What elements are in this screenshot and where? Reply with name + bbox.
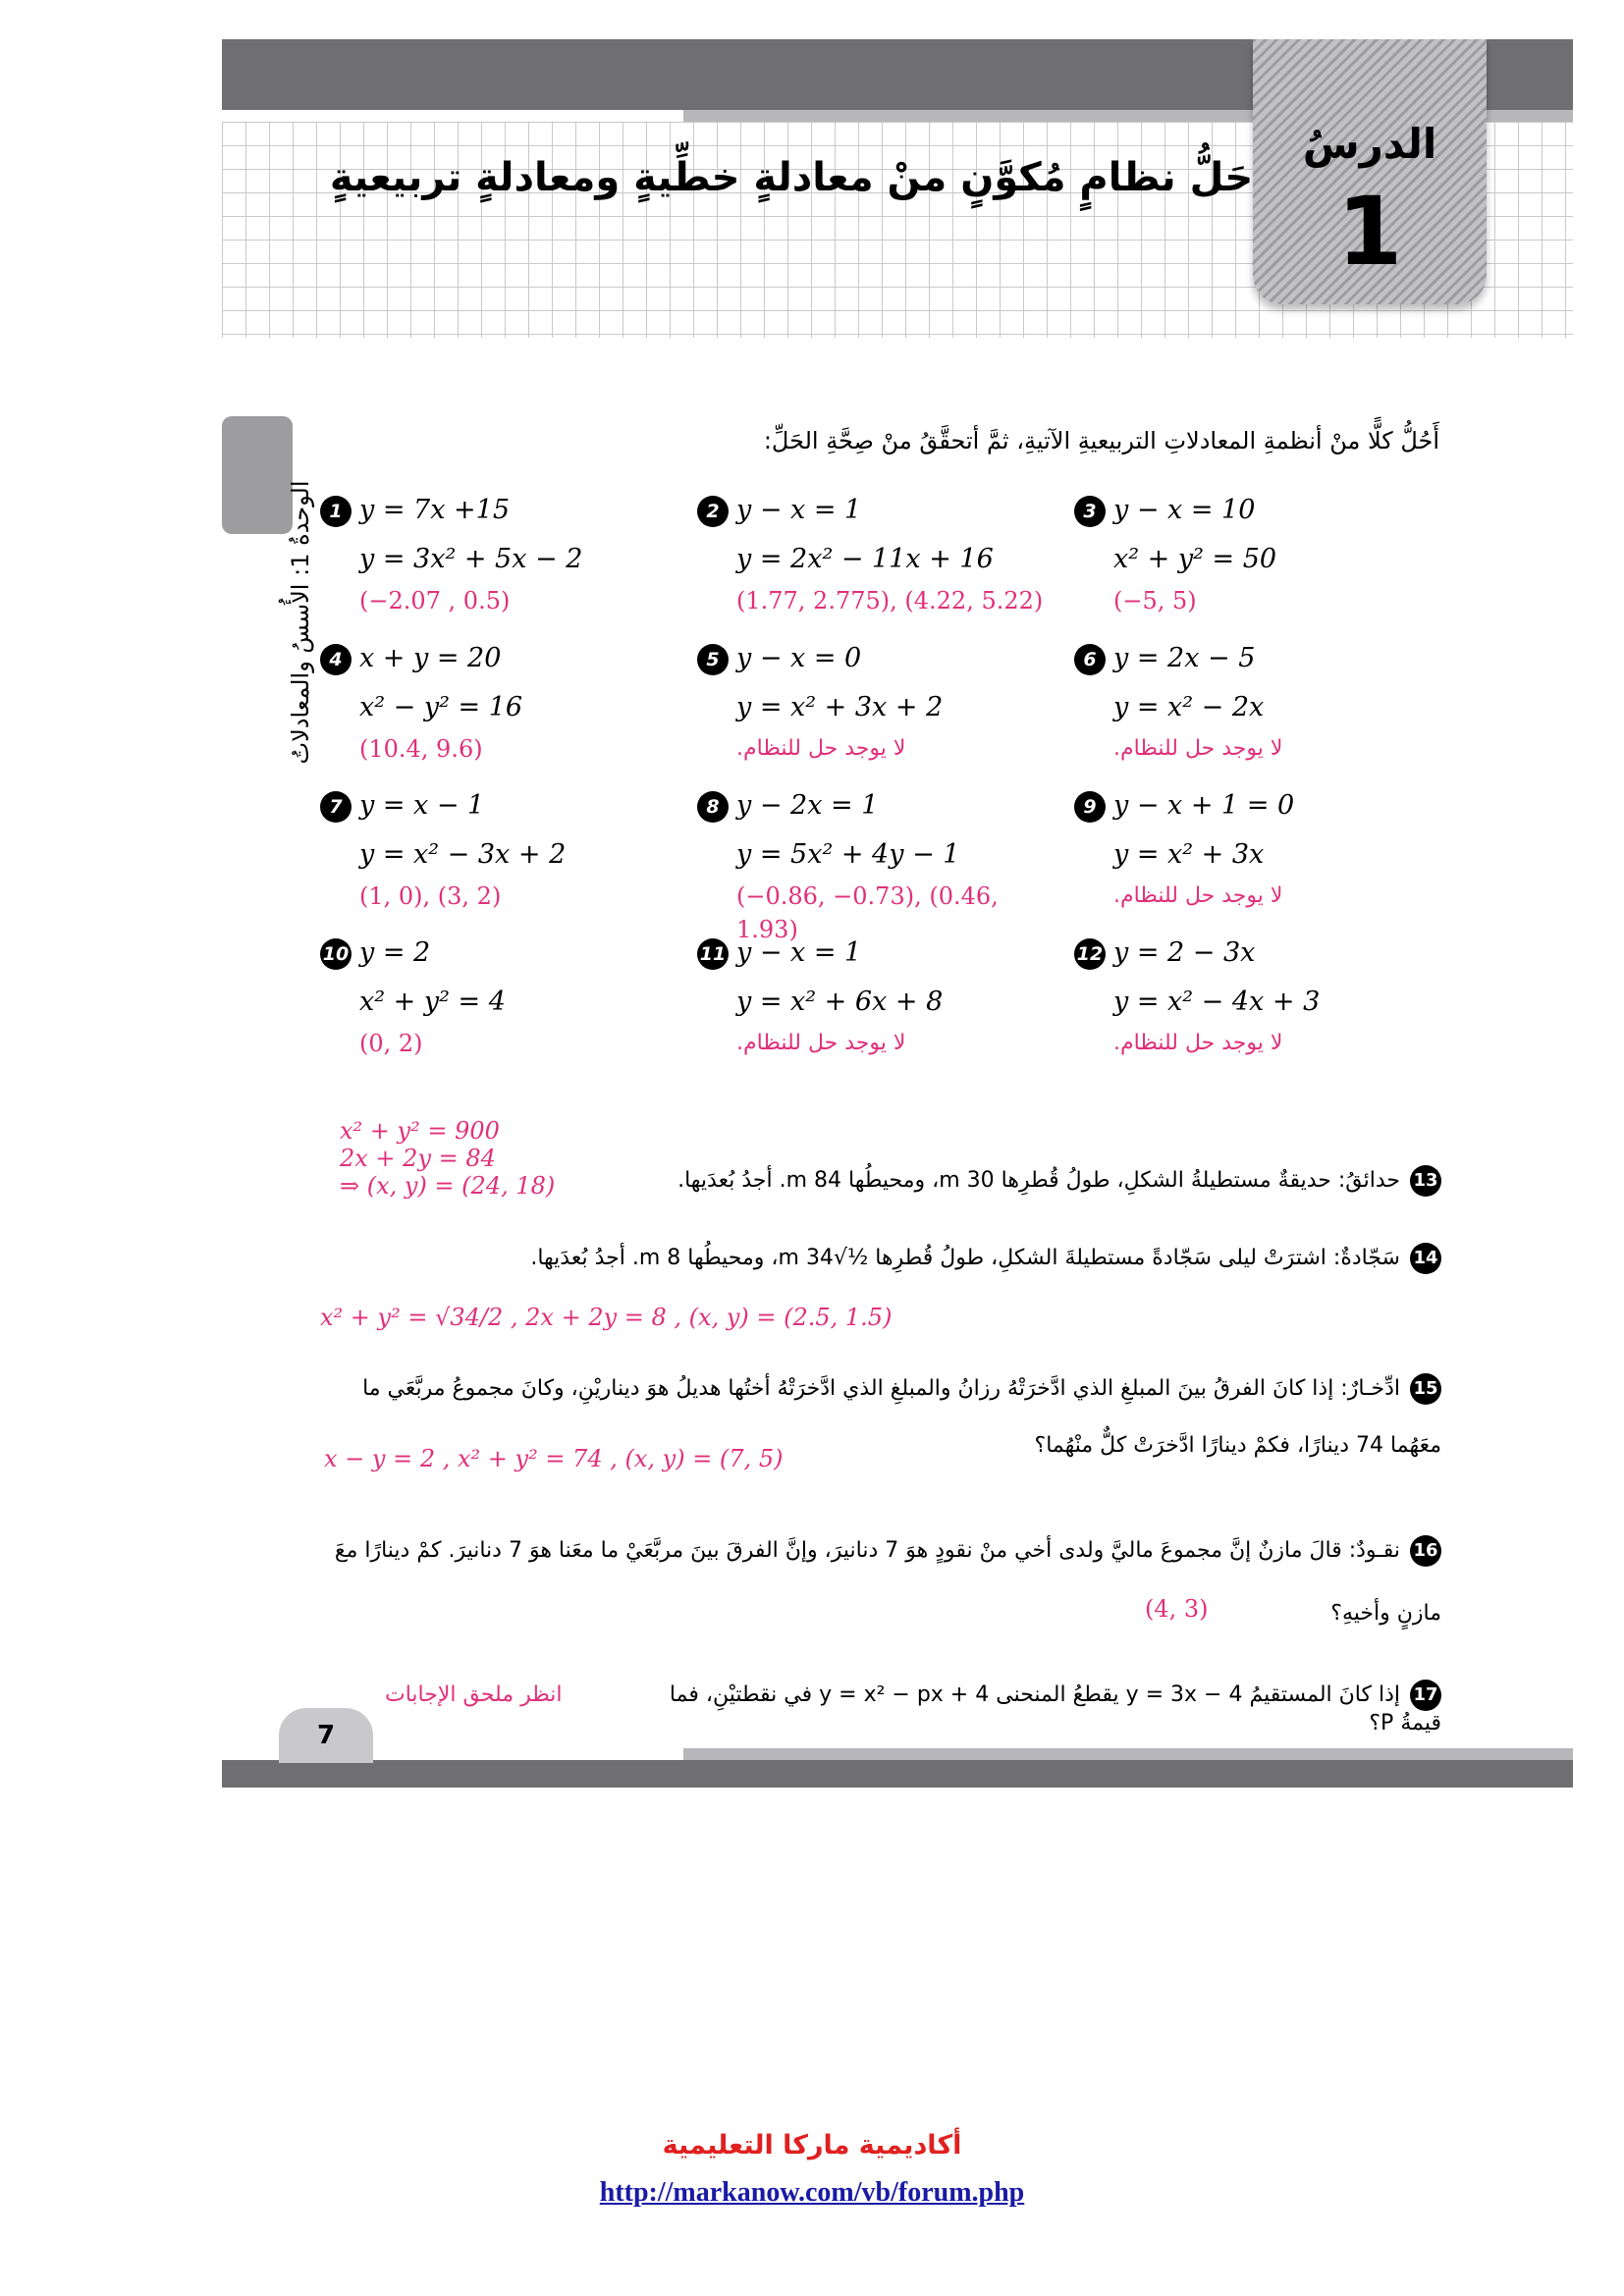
word-problem-13 [636,1165,1441,1197]
footer-link[interactable]: http://markanow.com/vb/forum.php [599,2177,1025,2208]
problem-4 [320,634,674,766]
answer-15: x − y = 2 , x² + y² = 74 , (x, y) = (7, 5) [324,1445,784,1472]
problem-number: 4 [320,644,352,675]
answer: لا يوجد حل للنظام. [736,736,906,761]
answer: لا يوجد حل للنظام. [1113,1031,1283,1055]
problem-9 [1074,781,1428,913]
word-problem-16 [322,1520,1441,1645]
answer: (−2.07 , 0.5) [359,587,511,614]
unit-side-tab [222,416,293,534]
word-problem-17 [636,1680,1441,1735]
problem-12 [1074,929,1428,1060]
problem-number: 9 [1074,791,1106,823]
equation-1: y − x = 1 [736,495,862,525]
answer-line: x² + y² = 900 [340,1117,500,1145]
answer-17: انظر ملحق الإجابات [385,1682,563,1707]
equation-1: y = 2 − 3x [1113,937,1256,968]
equation-2: y = x² + 6x + 8 [736,987,944,1017]
lesson-title: حَلُّ نظامٍ مُكوَّنٍ منْ معادلةٍ خطِّيةٍ ومعادلةٍ تربيعيةٍ [329,155,1254,200]
problem-number: 17 [1410,1680,1441,1711]
problem-number: 2 [697,496,729,527]
answer: لا يوجد حل للنظام. [736,1031,906,1055]
footer-bar [222,1760,1573,1788]
equation-1: y = 2x − 5 [1113,643,1256,673]
equation-1: y = x − 1 [359,790,485,821]
answer: (−5, 5) [1113,587,1197,614]
problem-number: 16 [1410,1535,1441,1567]
equation-2: y = 3x² + 5x − 2 [359,544,583,574]
problem-text: إذا كانَ المستقيمُ y = 3x − 4 يقطعُ المنحنى y = x² − px + 4 في نقطتيْنِ، فما قيمةُ P؟ [669,1682,1441,1735]
answer: لا يوجد حل للنظام. [1113,736,1283,761]
equation-1: y = 2 [359,937,431,968]
problem-number: 6 [1074,644,1106,675]
problem-3 [1074,486,1428,617]
problem-number: 7 [320,791,352,823]
problem-number: 14 [1410,1243,1441,1274]
problem-number: 5 [697,644,729,675]
problem-number: 13 [1410,1165,1441,1197]
problem-number: 10 [320,938,352,970]
problem-number: 12 [1074,938,1106,970]
equation-1: y − x = 10 [1113,495,1256,525]
answer-line: 2x + 2y = 84 [340,1145,496,1172]
page-number: 7 [279,1708,373,1763]
lesson-number: 1 [1336,177,1403,287]
answer-14: x² + y² = √34/2 , 2x + 2y = 8 , (x, y) = (2.5, 1.5) [320,1304,893,1331]
problem-2 [697,486,1051,617]
footer-title: أكاديمية ماركا التعليمية [662,2130,962,2161]
problem-text: سَجّادةٌ: اشترَتْ ليلى سَجّادةً مستطيلةَ الشكلِ، طولُ قُطرِها ½√34 m، ومحيطُها 8 m. أجدُ بُعدَيها. [530,1246,1400,1270]
equation-1: y − x + 1 = 0 [1113,790,1295,821]
problem-text: ادِّخـارٌ: إذا كانَ الفرقُ بينَ المبلغِ الذي ادَّخرَتْهُ رزانُ والمبلغِ الذي ادَّخرَتْهُ أختُها هديلُ هوَ ديناريْنِ، وكانَ مجموعُ مربَّعَي ما معَهُما 74 دينارًا، فكمْ دينارًا ادَّخرَتْ كلٌّ منْهُما؟ [362,1376,1441,1458]
lesson-label: الدرسُ [1302,120,1437,168]
problem-11 [697,929,1051,1060]
lesson-tab [1253,39,1487,304]
equation-2: y = x² − 4x + 3 [1113,987,1321,1017]
answer: (1.77, 2.775), (4.22, 5.22) [736,587,1044,614]
equation-2: x² + y² = 4 [359,987,506,1017]
problem-number: 1 [320,496,352,527]
problem-number: 8 [697,791,729,823]
answer-line: ⇒ (x, y) = (24, 18) [340,1172,556,1200]
equation-2: y = x² + 3x + 2 [736,692,944,722]
problem-text: حدائقُ: حديقةٌ مستطيلةُ الشكلِ، طولُ قُطرِها 30 m، ومحيطُها 84 m. أجدُ بُعدَيها. [677,1168,1400,1193]
answer: (1, 0), (3, 2) [359,882,502,910]
answer: (−0.86, −0.73), (0.46, 1.93) [736,882,999,943]
textbook-page [222,39,1573,1790]
equation-1: y = 7x +15 [359,495,511,525]
equation-2: y = x² + 3x [1113,839,1265,870]
answer: لا يوجد حل للنظام. [1113,883,1283,908]
equation-2: x² − y² = 16 [359,692,523,722]
problem-6 [1074,634,1428,766]
footer-bar-accent [683,1748,1573,1760]
problem-1 [320,486,674,617]
problem-number: 3 [1074,496,1106,527]
problem-8 [697,781,1051,946]
instruction: أَحُلُّ كلًّا منْ أنظمةِ المعادلاتِ التربيعيةِ الآتيةِ، ثمَّ أتحقَّقُ منْ صِحَّةِ الحَلِّ: [763,427,1439,454]
problem-text: نقـودٌ: قالَ مازنٌ إنَّ مجموعَ ماليَّ ولدى أخي منْ نقودٍ هوَ 7 دنانيرَ، وإنَّ الفرقَ بينَ مربَّعَيْ ما معَنا هوَ 7 دنانيرَ. كمْ دينارًا معَ مازنٍ وأخيهِ؟ [334,1538,1441,1626]
equation-2: x² + y² = 50 [1113,544,1277,574]
problem-5 [697,634,1051,766]
answer: (0, 2) [359,1030,423,1057]
equation-2: y = 2x² − 11x + 16 [736,544,994,574]
equation-1: y − x = 0 [736,643,862,673]
problem-7 [320,781,674,913]
equation-1: y − x = 1 [736,937,862,968]
problem-10 [320,929,674,1060]
word-problem-14 [302,1243,1441,1274]
problem-number: 11 [697,938,729,970]
equation-2: y = 5x² + 4y − 1 [736,839,960,870]
equation-1: y − 2x = 1 [736,790,879,821]
unit-side-label: الوحدةُ 1: الأُسسُ والمعادلاتُ [287,480,314,765]
answer: (10.4, 9.6) [359,735,483,763]
equation-1: x + y = 20 [359,643,502,673]
answer-16: (4, 3) [1145,1595,1209,1623]
answer-13 [340,1117,555,1200]
equation-2: y = x² − 3x + 2 [359,839,567,870]
problem-number: 15 [1410,1373,1441,1405]
equation-2: y = x² − 2x [1113,692,1265,722]
